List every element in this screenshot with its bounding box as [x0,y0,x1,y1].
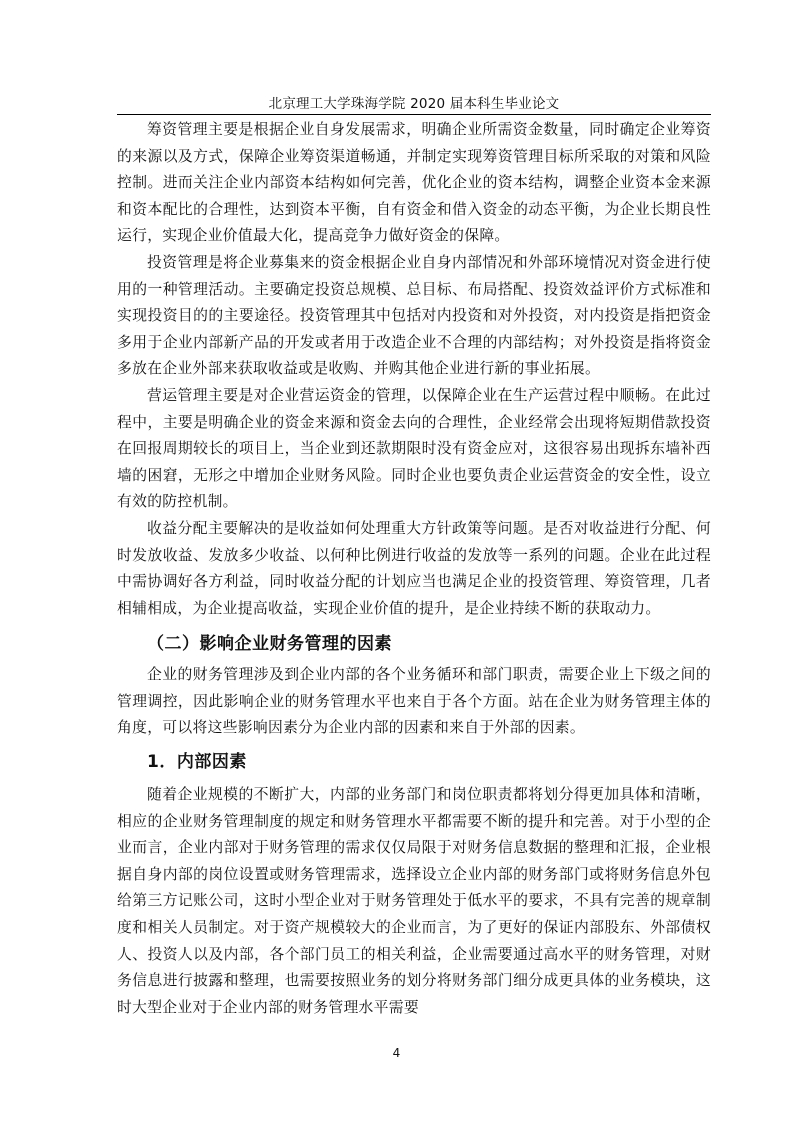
paragraph-operation-management: 营运管理主要是对企业营运资金的管理，以保障企业在生产运营过程中顺畅。在此过程中，主要是明确企业的资金来源和资金去向的合理性，企业经常会出现将短期借款投资在回报周期较长的项目上，当企业到还款期限时没有资金应对，这很容易出现拆东墙补西墙的困窘，无形之中增加企业财务风险。同时企业也要负责企业运营资金的安全性，设立有效的防控机制。 [117,386,711,511]
paragraph-investment-management: 投资管理是将企业募集来的资金根据企业自身内部情况和外部环境情况对资金进行使用的一种管理活动。主要确定投资总规模、总目标、布局搭配、投资效益评价方式标准和实现投资目的的主要途径。投资管理其中包括对内投资和对外投资，对内投资是指把资金多用于企业内部新产品的开发或者用于改造企业不合理的内部结构；对外投资是指将资金多放在企业外部来获取收益或是收购、并购其他企业进行新的事业拓展。 [117,253,711,378]
paragraph-internal-factors: 随着企业规模的不断扩大，内部的业务部门和岗位职责都将划分得更加具体和清晰，相应的企业财务管理制度的规定和财务管理水平都需要不断的提升和完善。对于小型的企业而言，企业内部对于财务管理的需求仅仅局限于对财务信息数据的整理和汇报，企业根据自身内部的岗位设置或财务管理需求，选择设立企业内部的财务部门或将财务信息外包给第三方记账公司，这时小型企业对于财务管理处于低水平的要求，不具有完善的规章制度和相关人员制定。对于资产规模较大的企业而言，为了更好的保证内部股东、外部债权人、投资人以及内部，各个部门员工的相关利益，企业需要通过高水平的财务管理，对财务信息进行披露和整理，也需要按照业务的划分将财务部门细分成更具体的业务模块，这时大型企业对于企业内部的财务管理水平需要 [117,786,711,1016]
sub-heading-internal-factors: 1．内部因素 [147,752,247,773]
paragraph-section-intro: 企业的财务管理涉及到企业内部的各个业务循环和部门职责，需要企业上下级之间的管理调控，因此影响企业的财务管理水平也来自于各个方面。站在企业为财务管理主体的角度，可以将这些影响因素分为企业内部的因素和来自于外部的因素。 [117,666,711,737]
header-rule [117,114,711,115]
body-content [117,117,711,1021]
page-number: 4 [392,1046,401,1060]
running-header: 北京理工大学珠海学院 2020 届本科生毕业论文 [268,96,560,112]
section-heading: （二）影响企业财务管理的因素 [147,634,392,655]
paragraph-financing-management: 筹资管理主要是根据企业自身发展需求，明确企业所需资金数量，同时确定企业筹资的来源以及方式，保障企业筹资渠道畅通，并制定实现筹资管理目标所采取的对策和风险控制。进而关注企业内部资本结构如何完善，优化企业的资本结构，调整企业资本金来源和资本配比的合理性，达到资本平衡，自有资金和借入资金的动态平衡，为企业长期良性运行，实现企业价值最大化，提高竞争力做好资金的保障。 [117,121,711,245]
paragraph-income-distribution: 收益分配主要解决的是收益如何处理重大方针政策等问题。是否对收益进行分配、何时发放收益、发放多少收益、以何种比例进行收益的发放等一系列的问题。企业在此过程中需协调好各方利益，同时收益分配的计划应当也满足企业的投资管理、筹资管理，几者相辅相成，为企业提高收益，实现企业价值的提升，是企业持续不断的获取动力。 [117,519,711,617]
